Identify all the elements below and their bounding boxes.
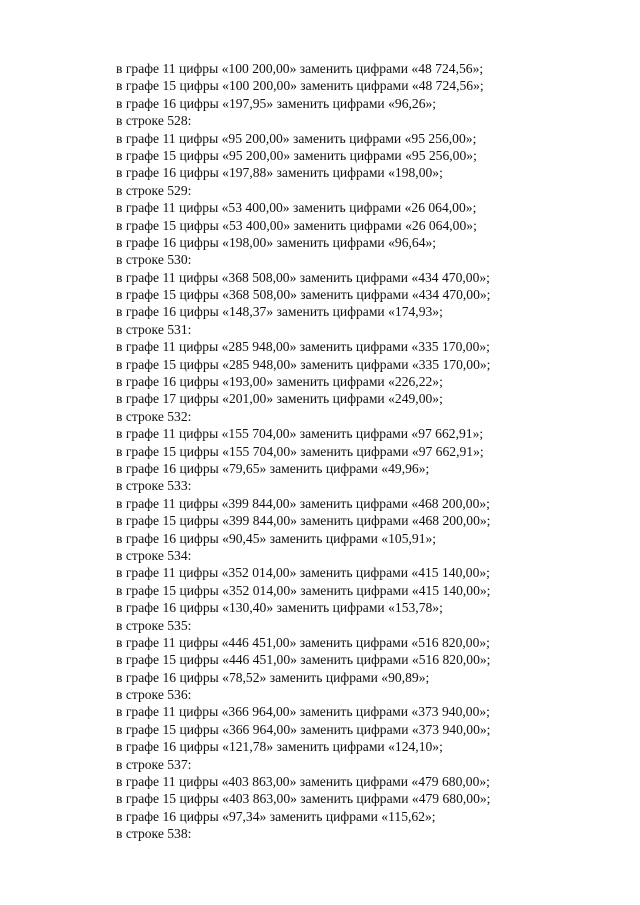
row-heading: в строке 531:	[116, 321, 192, 337]
text-line: в графе 15 цифры «399 844,00» заменить цифрами «468 200,00»;	[116, 513, 491, 529]
row-heading: в строке 532:	[116, 408, 192, 424]
text-line: в графе 11 цифры «53 400,00» заменить цифрами «26 064,00»;	[116, 200, 477, 216]
text-line: в графе 16 цифры «197,88» заменить цифрами «198,00»;	[116, 165, 443, 181]
text-line: в графе 16 цифры «78,52» заменить цифрами «90,89»;	[116, 669, 430, 685]
text-line: в графе 15 цифры «366 964,00» заменить цифрами «373 940,00»;	[116, 721, 491, 737]
text-line: в графе 11 цифры «366 964,00» заменить цифрами «373 940,00»;	[116, 704, 490, 720]
row-heading: в строке 533:	[116, 478, 192, 494]
text-line: в графе 16 цифры «197,95» заменить цифрами «96,26»;	[116, 95, 437, 111]
text-line: в графе 11 цифры «368 508,00» заменить цифрами «434 470,00»;	[116, 269, 490, 285]
text-line: в графе 16 цифры «198,00» заменить цифрами «96,64»;	[116, 234, 437, 250]
text-line: в графе 16 цифры «121,78» заменить цифрами «124,10»;	[116, 739, 443, 755]
text-line: в графе 15 цифры «100 200,00» заменить цифрами «48 724,56»;	[116, 78, 484, 94]
text-line: в графе 16 цифры «148,37» заменить цифрами «174,93»;	[116, 304, 443, 320]
text-line: в графе 11 цифры «100 200,00» заменить цифрами «48 724,56»;	[116, 61, 484, 76]
row-heading: в строке 529:	[116, 182, 192, 198]
amendment-text	[116, 60, 586, 843]
text-line: в графе 15 цифры «285 948,00» заменить цифрами «335 170,00»;	[116, 356, 491, 372]
text-line: в графе 16 цифры «90,45» заменить цифрами «105,91»;	[116, 530, 437, 546]
text-line: в графе 15 цифры «403 863,00» заменить цифрами «479 680,00»;	[116, 791, 491, 807]
row-heading: в строке 528:	[116, 113, 192, 129]
text-line: в графе 11 цифры «403 863,00» заменить цифрами «479 680,00»;	[116, 774, 490, 790]
row-heading: в строке 537:	[116, 756, 192, 772]
text-line: в графе 16 цифры «193,00» заменить цифрами «226,22»;	[116, 374, 443, 390]
text-line: в графе 11 цифры «95 200,00» заменить цифрами «95 256,00»;	[116, 130, 477, 146]
row-heading: в строке 536:	[116, 687, 192, 703]
text-line: в графе 11 цифры «155 704,00» заменить цифрами «97 662,91»;	[116, 426, 484, 442]
text-line: в графе 15 цифры «352 014,00» заменить цифрами «415 140,00»;	[116, 582, 491, 598]
row-heading: в строке 530:	[116, 252, 192, 268]
text-line: в графе 17 цифры «201,00» заменить цифрами «249,00»;	[116, 391, 443, 407]
text-line: в графе 16 цифры «79,65» заменить цифрами «49,96»;	[116, 460, 430, 476]
text-line: в графе 15 цифры «446 451,00» заменить цифрами «516 820,00»;	[116, 652, 491, 668]
text-line: в графе 11 цифры «399 844,00» заменить цифрами «468 200,00»;	[116, 495, 490, 511]
text-line: в графе 15 цифры «53 400,00» заменить цифрами «26 064,00»;	[116, 217, 477, 233]
text-line: в графе 15 цифры «155 704,00» заменить цифрами «97 662,91»;	[116, 443, 484, 459]
text-line: в графе 11 цифры «446 451,00» заменить цифрами «516 820,00»;	[116, 634, 490, 650]
text-line: в графе 16 цифры «130,40» заменить цифрами «153,78»;	[116, 600, 443, 616]
row-heading: в строке 538:	[116, 826, 192, 842]
text-line: в графе 16 цифры «97,34» заменить цифрами «115,62»;	[116, 808, 436, 824]
text-line: в графе 11 цифры «352 014,00» заменить цифрами «415 140,00»;	[116, 565, 490, 581]
text-line: в графе 11 цифры «285 948,00» заменить цифрами «335 170,00»;	[116, 339, 490, 355]
text-line: в графе 15 цифры «95 200,00» заменить цифрами «95 256,00»;	[116, 147, 477, 163]
row-heading: в строке 534:	[116, 547, 192, 563]
text-line: в графе 15 цифры «368 508,00» заменить цифрами «434 470,00»;	[116, 287, 491, 303]
row-heading: в строке 535:	[116, 617, 192, 633]
